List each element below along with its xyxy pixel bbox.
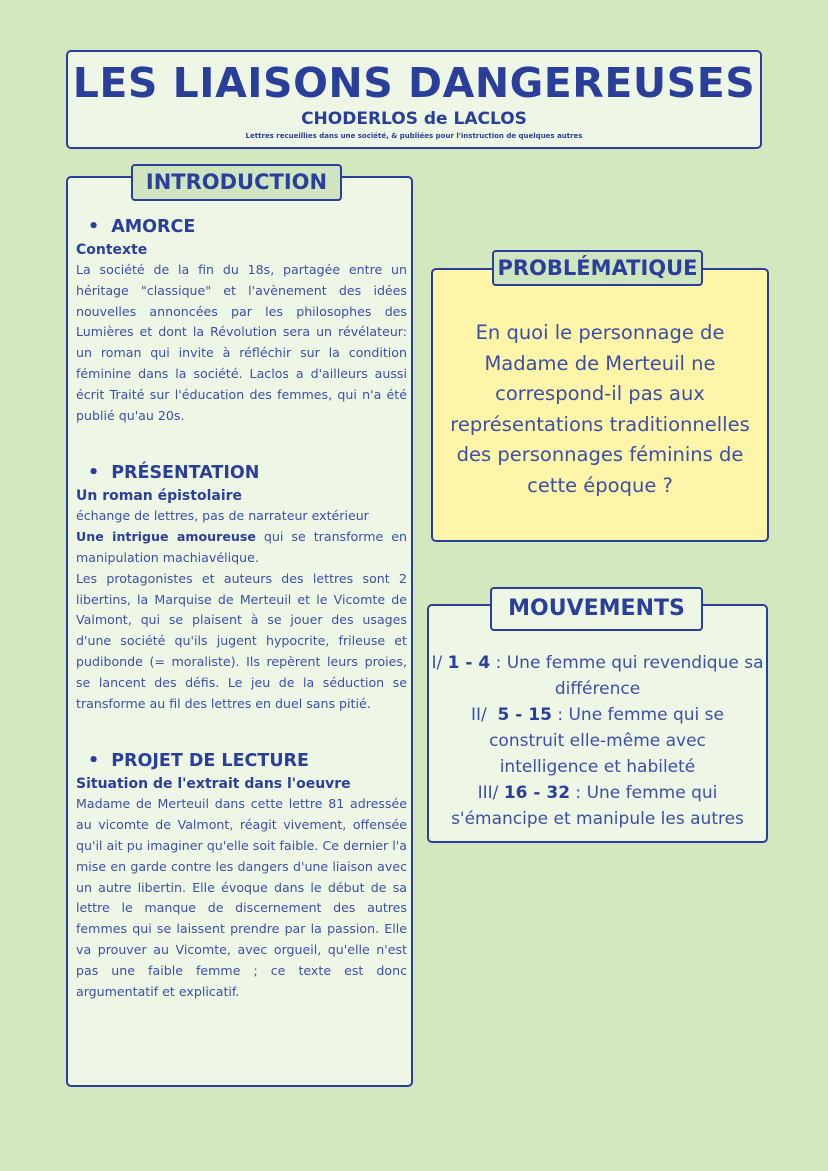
projet-subheading: Situation de l'extrait dans l'oeuvre xyxy=(76,776,351,793)
mouvement-item xyxy=(429,780,766,832)
mouvement-num: I/ xyxy=(431,653,448,673)
presentation-heading: • PRÉSENTATION xyxy=(76,460,407,486)
introduction-label: INTRODUCTION xyxy=(131,164,342,201)
mouvements-label: MOUVEMENTS xyxy=(490,587,703,631)
projet-text: Madame de Merteuil dans cette lettre 81 adressée au vicomte de Valmont, réagit vivement, offensée qu'il ait pu imaginer qu'elle soit faible. Ce dernier l'a mise en garde contre les dangers d'une liaison avec un autre libertin. Elle évoque dans le début de sa lettre le manque de discernement des autres femmes qui se laissent prendre par la passion. Elle va prouver au Vicomte, avec orgueil, qu'elle n'est pas une faible femme ; ce texte est donc argumentatif et explicatif. xyxy=(76,796,407,999)
mouvement-num: II/ xyxy=(470,705,498,725)
author: CHODERLOS de LACLOS xyxy=(301,109,527,129)
header xyxy=(66,50,762,149)
mouvement-item xyxy=(429,650,766,702)
mouvement-range: 1 - 4 xyxy=(447,653,491,673)
tagline: Lettres recueillies dans une société, & publiées pour l'instruction de quelques autres xyxy=(245,132,583,140)
mouvement-range: 5 - 15 xyxy=(497,705,552,725)
mouvement-text: : Une femme qui se construit elle-même avec intelligence et habileté xyxy=(489,705,724,777)
introduction-panel xyxy=(66,176,413,1087)
amorce-text: La société de la fin du 18s, partagée entre un héritage "classique" et l'avènement des idées nouvelles annoncées par les philosophes des Lumières et dont la Révolution sera un révélateur: un roman qui invite à réfléchir sur la condition féminine dans la société. Laclos a d'ailleurs aussi écrit Traité sur l'éducation des femmes, qui n'a été publié qu'au 20s. xyxy=(76,262,407,423)
intrigue-text: qui se transforme en manipulation machiavélique. xyxy=(76,529,407,565)
presentation-subheading: Un roman épistolaire xyxy=(76,488,243,505)
problematique-text: En quoi le personnage de Madame de Merteuil ne correspond-il pas aux représentations traditionnelles des personnages féminins de cette époque ? xyxy=(450,321,750,497)
page-title: LES LIAISONS DANGEREUSES xyxy=(72,59,756,107)
mouvement-range: 16 - 32 xyxy=(503,783,571,803)
mouvements-panel xyxy=(427,604,768,843)
problematique-panel xyxy=(431,268,769,542)
amorce-heading: • AMORCE xyxy=(76,214,407,240)
mouvement-num: III/ xyxy=(477,783,504,803)
mouvement-text: : Une femme qui s'émancipe et manipule les autres xyxy=(451,783,744,829)
mouvement-text: : Une femme qui revendique sa différence xyxy=(490,653,764,699)
amorce-subheading: Contexte xyxy=(76,242,148,258)
presentation-line: échange de lettres, pas de narrateur extérieur xyxy=(76,508,369,524)
problematique-label: PROBLÉMATIQUE xyxy=(492,250,703,286)
presentation-intrigue xyxy=(76,527,407,569)
intrigue-bold: Une intrigue amoureuse xyxy=(76,529,256,545)
mouvement-item xyxy=(429,702,766,780)
projet-heading: • PROJET DE LECTURE xyxy=(76,748,407,774)
presentation-text: Les protagonistes et auteurs des lettres sont 2 libertins, la Marquise de Merteuil et le Vicomte de Valmont, qui se plaisent à se jouer des usages d'une société qu'ils jugent hypocrite, frileuse et pudibonde (= moraliste). Ils repèrent leurs proies, se lancent des défis. Le jeu de la séduction se transforme au fil des lettres en duel sans pitié. xyxy=(76,570,407,711)
